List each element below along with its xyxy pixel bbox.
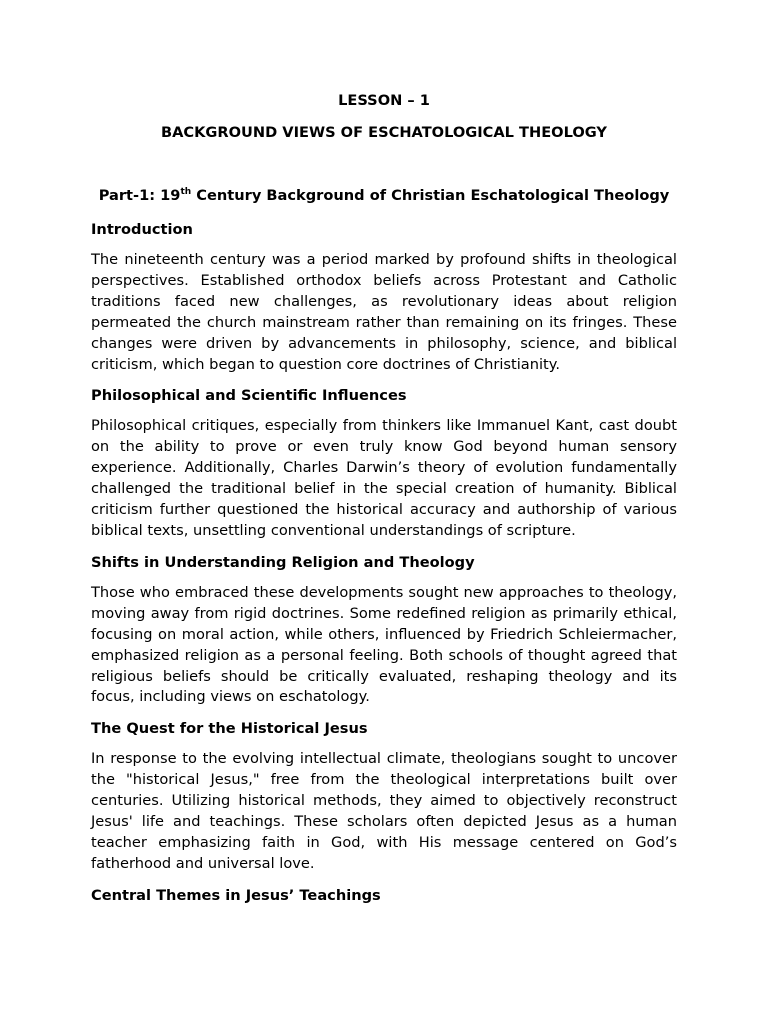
section-heading-central-themes: Central Themes in Jesus’ Teachings [91,886,381,904]
part-superscript: th [180,187,192,197]
part-heading [91,185,677,209]
part-suffix: Century Background of Christian Eschatological Theology [191,187,670,204]
lesson-label: LESSON – 1 [338,92,430,109]
section-body-quest: In response to the evolving intellectual climate, theologians sought to uncover the "historical Jesus," free from the theological interpretations built over centuries. Utilizing historical methods, they aimed to objectively reconstruct Jesus' life and teachings. These scholars often depicted Jesus as a human teacher emphasizing faith in God, with His message centered on God’s fatherhood and universal love. [91,750,677,872]
section-body-philosophical: Philosophical critiques, especially from thinkers like Immanuel Kant, cast doubt on the ability to prove or even truly know God beyond human sensory experience. Additionally, Charles Darwin’s theory of evolution fundamentally challenged the traditional belief in the special creation of humanity. Biblical criticism further questioned the historical accuracy and authorship of various biblical texts, unsettling conventional understandings of scripture. [91,417,677,539]
section-body-shifts: Those who embraced these developments sought new approaches to theology, moving away from rigid doctrines. Some redefined religion as primarily ethical, focusing on moral action, while others, influenced by Friedrich Schleiermacher, emphasized religion as a personal feeling. Both schools of thought agreed that religious beliefs should be critically evaluated, reshaping theology and its focus, including views on eschatology. [91,583,677,706]
document-title: BACKGROUND VIEWS OF ESCHATOLOGICAL THEOLOGY [160,124,607,141]
section-heading-introduction: Introduction [91,221,193,238]
section-heading-quest: The Quest for the Historical Jesus [91,720,368,738]
section-heading-philosophical: Philosophical and Scientific Influences [91,387,407,405]
section-heading-shifts: Shifts in Understanding Religion and Theology [91,553,475,571]
section-body-introduction: The nineteenth century was a period marked by profound shifts in theological perspectives. Established orthodox beliefs across Protestant and Catholic traditions faced new challenges, as revolutionary ideas about religion permeated the church mainstream rather than remaining on its fringes. These changes were driven by advancements in philosophy, science, and biblical criticism, which began to question core doctrines of Christianity. [91,251,677,373]
document-page [91,90,677,916]
part-prefix: Part-1: 19 [98,187,181,204]
